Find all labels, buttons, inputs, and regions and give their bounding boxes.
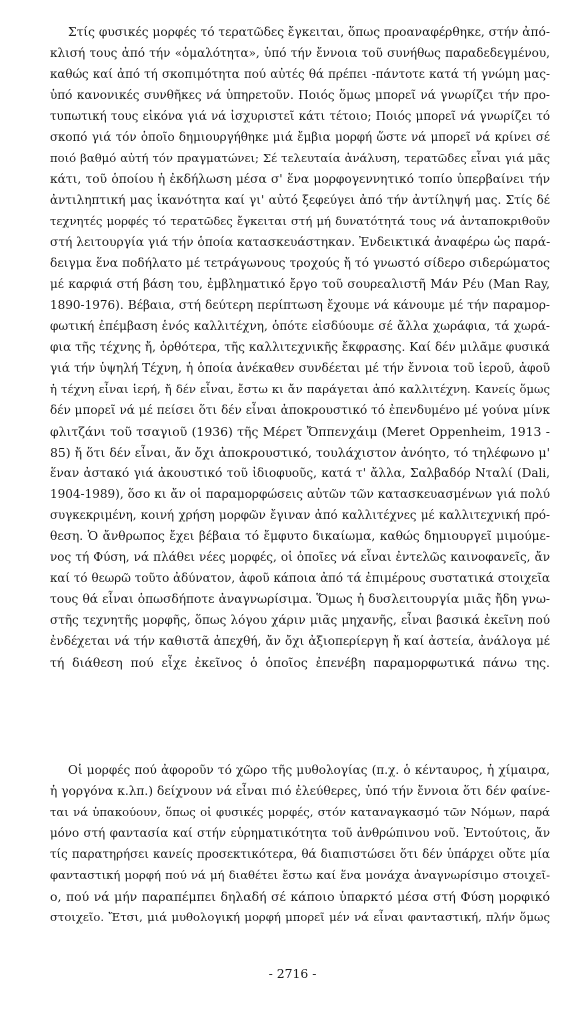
text-line: συγκεκριμένη, κοινή χρήση μορφῶν ἔγιναν ἀπό καλλιτέχνες μέ καλλιτεχνική πρό- xyxy=(50,508,550,522)
text-line: ἕναν ἀστακό γιά ἀκουστικό τοῦ ἰδιοφυοῦς, κατά τ' ἄλλα, Σαλβαδόρ Νταλί (Dali, xyxy=(50,466,550,480)
text-line: τυπωτική τους εἰκόνα γιά νά ἰσχυριστεῖ κάτι τέτοιο; Ποιός μπορεῖ νά γνωρίζει τό xyxy=(50,109,550,123)
text-line: τίς παρατηρήσει κανείς προσεκτικότερα, θά διαπιστώσει ὅτι δέν ὑπάρχει οὔτε μία xyxy=(50,847,550,861)
paragraph-2 xyxy=(50,760,550,928)
text-line: γιά τήν ὑψηλή Τέχνη, ἡ ὁποία ἀνέκαθεν συνδέεται μέ τήν ἔννοια τοῦ ἱεροῦ, ἀφοῦ xyxy=(50,361,550,375)
text-line: 1890-1976). Βέβαια, στή δεύτερη περίπτωση ἔχουμε νά κάνουμε μέ τήν παραμορ- xyxy=(50,298,550,312)
text-line: τους θά εἶναι ὁπωσδήποτε ἀναγνωρίσιμα. Ὅμως ἡ δυσλειτουργία μιᾶς ἤδη γνω- xyxy=(50,592,550,606)
text-line: ποιό βαθμό αὐτή τόν πραγματώνει; Σέ τελευταία ἀνάλυση, τερατῶδες εἶναι γιά μᾶς xyxy=(50,151,550,165)
text-line: δειγμα ἕνα ποδήλατο μέ τετράγωνους τροχούς ἤ τό γνωστό σίδερο σιδερώματος xyxy=(50,256,550,270)
text-line: στῆς τεχνητῆς μορφῆς, ὅπως λόγου χάριν μιᾶς μηχανῆς, εἶναι βασικά ἐκεῖνη πού xyxy=(50,613,550,627)
text-line: στοιχεῖο. Ἔτσι, μιά μυθολογική μορφή μπορεῖ μέν νά εἶναι φανταστική, πλήν ὅμως xyxy=(50,910,550,924)
text-line: κλισή τους ἀπό τήν «ὁμαλότητα», ὑπό τήν ἔννοια τοῦ συνήθως παραδεδεγμένου, xyxy=(50,46,550,60)
text-line: τή διάθεση πού εἶχε ἐκεῖνος ὁ ὁποῖος ἐπενέβη παραμορφωτικά πάνω της. xyxy=(50,655,550,670)
page-number: - 2716 - xyxy=(268,966,317,981)
text-line: καί τό θεωρῶ τοῦτο ἀδύνατον, ἀφοῦ κάποια ἀπό τά ἐπιμέρους συστατικά στοιχεῖα xyxy=(50,571,550,585)
text-line: ἡ τέχνη εἶναι ἱερή, ἤ δέν εἶναι, ἔστω κι ἄν παράγεται ἀπό καλλιτέχνη. Κανείς ὅμως xyxy=(50,382,550,396)
text-line: σκοπό γιά τόν ὁποῖο δημιουργήθηκε μιά ἔμβια μορφή ὥστε νά μπορεῖ νά κρίνει σέ xyxy=(50,130,550,144)
text-line: ἀντιληπτική μας ἱκανότητα καί γι' αὐτό ξεφεύγει ἀπό τήν ἀντίληψή μας. Στίς δέ xyxy=(50,193,550,207)
text-line: ο, πού νά μήν παραπέμπει δηλαδή σέ κάποιο ὑπαρκτό μέσα στή Φύση μορφικό xyxy=(50,889,550,904)
text-line: ται νά ὑπακούουν, ὅπως οἱ φυσικές μορφές, στόν καταναγκασμό τῶν Νόμων, παρά xyxy=(50,805,550,819)
text-line: τεχνητές μορφές τό τερατῶδες ἔγκειται στή μή δυνατότητά τους νά ἀνταποκριθοῦν xyxy=(50,214,550,228)
text-line: νος τή Φύση, νά πλάθει νέες μορφές, οἱ ὁποῖες νά εἶναι ἐντελῶς καινοφανεῖς, ἄν xyxy=(50,550,550,564)
text-line: δέν μπορεῖ νά μέ πείσει ὅτι δέν εἶναι ἀποκρουστικό τό ἐπενδυμένο μέ γούνα μίνκ xyxy=(50,403,550,417)
text-line: ἡ γοργόνα κ.λπ.) δείχνουν νά εἶναι πιό ἐλεύθερες, ὑπό τήν ἔννοια ὅτι δέν φαίνε- xyxy=(50,784,550,798)
text-line: ὑπό κανονικές συνθῆκες νά ὑπηρετοῦν. Ποιός ὅμως μπορεῖ νά γνωρίζει τήν προ- xyxy=(50,88,550,102)
text-line: Οἱ μορφές πού ἀφοροῦν τό χῶρο τῆς μυθολογίας (π.χ. ὁ κένταυρος, ἡ χίμαιρα, xyxy=(68,763,550,777)
text-line: μόνο στή φαντασία καί στήν εὑρηματικότητα τοῦ ἀνθρώπινου νοῦ. Ἐντούτοις, ἄν xyxy=(50,826,550,840)
text-line: φλιτζάνι τοῦ τσαγιοῦ (1936) τῆς Μέρετ Ὄππενχάιμ (Meret Oppenheim, 1913 - xyxy=(50,424,550,439)
paragraph-1 xyxy=(50,22,550,673)
text-line: κάτι, τοῦ ὁποίου ἡ ἐκδήλωση μέσα σ' ἕνα μορφογεννητικό τοπίο ὑπερβαίνει τήν xyxy=(50,172,550,186)
text-line: 85) ἤ ὅτι δέν εἶναι, ἄν ὄχι ἀποκρουστικό, τουλάχιστον ἀνόητο, τό τηλέφωνο μ' xyxy=(50,445,550,460)
text-line: φωτική ἐπέμβαση ἑνός καλλιτέχνη, ὁπότε εἰσδύουμε σέ ἄλλα χωράφια, τά χωρά- xyxy=(50,319,550,333)
text-line: θεση. Ὁ ἄνθρωπος ἔχει βέβαια τό ἔμφυτο δικαίωμα, καθώς δημιουργεῖ μιμούμε- xyxy=(50,529,550,543)
text-line: καθώς καί ἀπό τή σκοπιμότητα πού αὐτές θά πρέπει -πάντοτε κατά τή γνώμη μας- xyxy=(50,67,550,81)
text-line: Στίς φυσικές μορφές τό τερατῶδες ἔγκειται, ὅπως προαναφέρθηκε, στήν ἀπό- xyxy=(68,25,550,39)
text-line: στή λειτουργία γιά τήν ὁποία κατασκευάστηκαν. Ἐνδεικτικά ἀναφέρω ὡς παρά- xyxy=(50,235,551,249)
text-line: φανταστική μορφή πού νά μή διαθέτει ἔστω καί ἕνα μονάχα ἀναγνωρίσιμο στοιχεῖ- xyxy=(50,868,550,882)
text-line: 1904-1989), ὅσο κι ἄν οἱ παραμορφώσεις αὐτῶν τῶν κατασκευασμένων γιά πολύ xyxy=(50,487,550,501)
text-line: μέ καρφιά στή βάση του, ἐμβληματικό ἔργο τοῦ σουρεαλιστῆ Μάν Ρέυ (Man Ray, xyxy=(50,277,550,291)
text-line: φια τῆς τέχνης ἤ, ὀρθότερα, τῆς καλλιτεχνικῆς ἔκφρασης. Καί δέν μιλᾶμε φυσικά xyxy=(50,340,550,354)
text-line: ἐνδέχεται νά τήν καθιστᾶ ἀπεχθή, ἄν ὄχι ἀξιοπερίεργη ἤ καί ἀστεία, ἀνάλογα μέ xyxy=(50,634,550,648)
